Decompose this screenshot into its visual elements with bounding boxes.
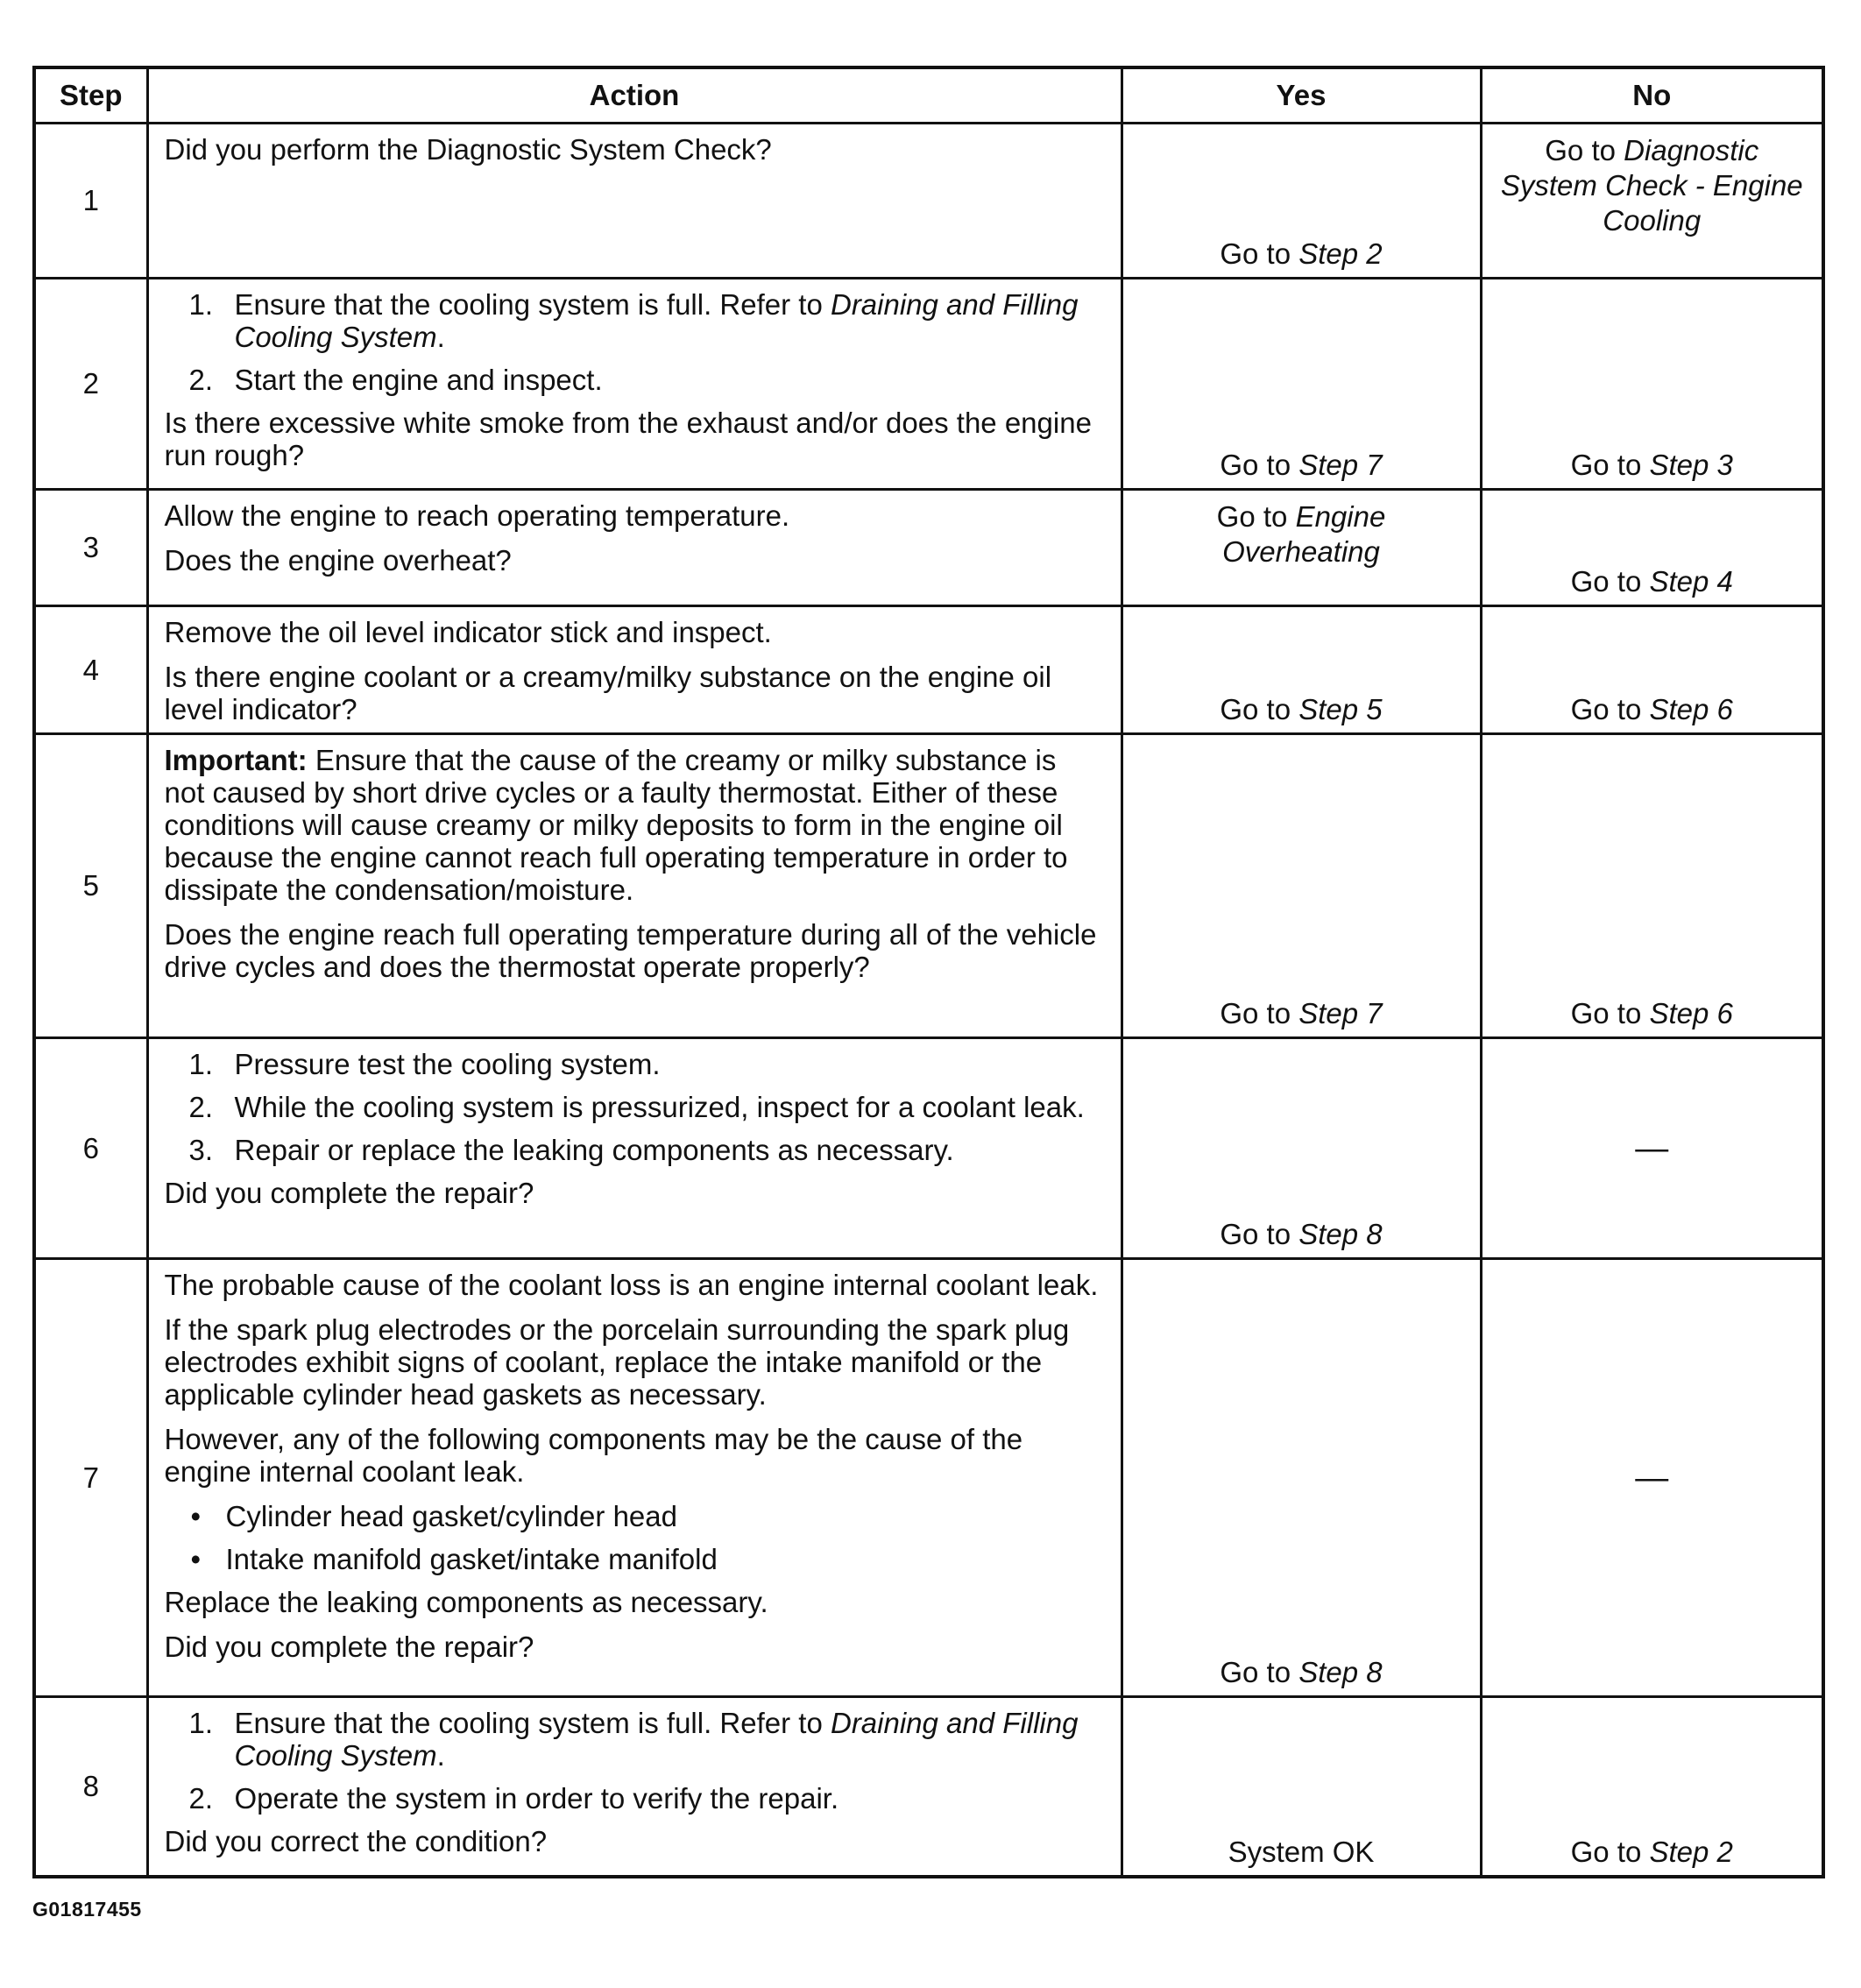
important-text: Ensure that the cause of the creamy or milky substance is not caused by short drive cycles or a faulty thermostat. Either of these conditions will cause creamy or milky deposits to form in the engine oil because the engine cannot reach full operating temperature in order to dissipate the condensation/moisture. bbox=[164, 744, 1068, 906]
no-cell bbox=[1481, 1259, 1823, 1697]
action-text: However, any of the following components may be the cause of the engine internal coolant leak. bbox=[164, 1423, 1023, 1488]
no-step-link[interactable]: Step 3 bbox=[1649, 449, 1733, 481]
action-cell bbox=[147, 490, 1122, 606]
table-row bbox=[34, 490, 1823, 606]
list-number: 2. bbox=[188, 1782, 214, 1815]
yes-prefix: Go to bbox=[1220, 449, 1299, 481]
yes-step-link[interactable]: Step 7 bbox=[1298, 449, 1383, 481]
bullet-text: Cylinder head gasket/cylinder head bbox=[225, 1500, 677, 1532]
yes-cell bbox=[1122, 1697, 1481, 1877]
action-question: Did you complete the repair? bbox=[164, 1177, 534, 1209]
yes-step-link[interactable]: Engine Overheating bbox=[1222, 500, 1386, 568]
table-row bbox=[34, 279, 1823, 490]
no-cell bbox=[1481, 124, 1823, 279]
bullet-icon: • bbox=[190, 1543, 202, 1575]
action-bullet-item bbox=[165, 1500, 1101, 1532]
no-cell bbox=[1481, 1038, 1823, 1259]
yes-result: System OK bbox=[1228, 1835, 1375, 1868]
important-note bbox=[165, 744, 1101, 906]
diagnostic-table bbox=[32, 66, 1825, 1878]
no-prefix: Go to bbox=[1570, 997, 1650, 1029]
yes-cell bbox=[1122, 490, 1481, 606]
step-number: 6 bbox=[34, 1038, 147, 1259]
action-cell bbox=[147, 1038, 1122, 1259]
list-number: 2. bbox=[188, 1091, 214, 1123]
action-list-item bbox=[165, 1134, 1101, 1166]
list-number: 1. bbox=[188, 288, 214, 321]
header-yes: Yes bbox=[1122, 67, 1481, 124]
list-text: Ensure that the cooling system is full. Refer to bbox=[234, 288, 831, 321]
yes-cell bbox=[1122, 124, 1481, 279]
action-cell bbox=[147, 1697, 1122, 1877]
action-question: Did you correct the condition? bbox=[164, 1825, 548, 1857]
yes-cell bbox=[1122, 1038, 1481, 1259]
yes-cell bbox=[1122, 734, 1481, 1038]
no-step-link[interactable]: Diagnostic System Check - Engine Cooling bbox=[1500, 134, 1803, 237]
action-text: The probable cause of the coolant loss is an engine internal coolant leak. bbox=[164, 1269, 1099, 1301]
step-number: 3 bbox=[34, 490, 147, 606]
list-text: Pressure test the cooling system. bbox=[234, 1048, 661, 1080]
header-no: No bbox=[1481, 67, 1823, 124]
bullet-text: Intake manifold gasket/intake manifold bbox=[225, 1543, 718, 1575]
header-action: Action bbox=[147, 67, 1122, 124]
step-number: 1 bbox=[34, 124, 147, 279]
step-number: 5 bbox=[34, 734, 147, 1038]
no-cell bbox=[1481, 490, 1823, 606]
no-step-link[interactable]: Step 4 bbox=[1649, 565, 1733, 598]
table-row bbox=[34, 606, 1823, 734]
bullet-icon: • bbox=[190, 1500, 202, 1532]
no-dash: — bbox=[1635, 1130, 1669, 1167]
figure-id: G01817455 bbox=[32, 1898, 142, 1921]
action-text: Replace the leaking components as necessary. bbox=[164, 1586, 768, 1618]
no-cell bbox=[1481, 279, 1823, 490]
list-text: While the cooling system is pressurized, inspect for a coolant leak. bbox=[234, 1091, 1085, 1123]
no-prefix: Go to bbox=[1570, 1835, 1650, 1868]
action-list-item bbox=[165, 1707, 1101, 1772]
no-step-link[interactable]: Step 6 bbox=[1649, 997, 1733, 1029]
action-question: Is there excessive white smoke from the exhaust and/or does the engine run rough? bbox=[164, 407, 1092, 471]
list-number: 3. bbox=[188, 1134, 214, 1166]
yes-step-link[interactable]: Step 8 bbox=[1298, 1218, 1383, 1250]
action-text: Remove the oil level indicator stick and inspect. bbox=[164, 616, 772, 648]
step-number: 2 bbox=[34, 279, 147, 490]
action-cell bbox=[147, 606, 1122, 734]
list-text: Ensure that the cooling system is full. Refer to bbox=[234, 1707, 831, 1739]
no-step-link[interactable]: Step 6 bbox=[1649, 693, 1733, 725]
action-cell bbox=[147, 1259, 1122, 1697]
list-number: 2. bbox=[188, 364, 214, 396]
action-bullet-item bbox=[165, 1543, 1101, 1575]
list-text: Start the engine and inspect. bbox=[234, 364, 603, 396]
action-list-item bbox=[165, 1091, 1101, 1123]
action-cell bbox=[147, 734, 1122, 1038]
action-cell bbox=[147, 279, 1122, 490]
step-number: 7 bbox=[34, 1259, 147, 1697]
yes-cell bbox=[1122, 606, 1481, 734]
list-text: Repair or replace the leaking components as necessary. bbox=[234, 1134, 954, 1166]
table-row bbox=[34, 1697, 1823, 1877]
yes-prefix: Go to bbox=[1220, 693, 1299, 725]
no-cell bbox=[1481, 734, 1823, 1038]
reference-link[interactable]: Draining and Filling Cooling System bbox=[234, 288, 1079, 353]
action-question: Does the engine overheat? bbox=[164, 544, 512, 577]
action-question: Did you perform the Diagnostic System Check? bbox=[164, 133, 772, 166]
action-question: Is there engine coolant or a creamy/milky substance on the engine oil level indicator? bbox=[164, 661, 1052, 725]
reference-link[interactable]: Draining and Filling Cooling System bbox=[234, 1707, 1079, 1772]
step-number: 4 bbox=[34, 606, 147, 734]
action-list-item bbox=[165, 1048, 1101, 1080]
list-number: 1. bbox=[188, 1048, 214, 1080]
list-text-end: . bbox=[436, 1739, 445, 1772]
action-list-item bbox=[165, 288, 1101, 353]
action-question: Did you complete the repair? bbox=[164, 1631, 534, 1663]
table-row bbox=[34, 734, 1823, 1038]
action-list-item bbox=[165, 364, 1101, 396]
no-cell bbox=[1481, 606, 1823, 734]
no-prefix: Go to bbox=[1570, 449, 1650, 481]
list-text-end: . bbox=[436, 321, 445, 353]
table-row bbox=[34, 1038, 1823, 1259]
list-text: Operate the system in order to verify the repair. bbox=[234, 1782, 839, 1815]
no-prefix: Go to bbox=[1570, 565, 1650, 598]
yes-prefix: Go to bbox=[1220, 1656, 1299, 1688]
no-dash: — bbox=[1635, 1460, 1669, 1496]
action-text: If the spark plug electrodes or the porcelain surrounding the spark plug electrodes exhibit signs of coolant, replace the intake manifold or the applicable cylinder head gaskets as necessary. bbox=[164, 1313, 1070, 1411]
header-step: Step bbox=[34, 67, 147, 124]
yes-cell bbox=[1122, 1259, 1481, 1697]
yes-prefix: Go to bbox=[1216, 500, 1296, 533]
no-prefix: Go to bbox=[1570, 693, 1650, 725]
important-label: Important: bbox=[164, 744, 308, 776]
list-number: 1. bbox=[188, 1707, 214, 1739]
step-number: 8 bbox=[34, 1697, 147, 1877]
yes-prefix: Go to bbox=[1220, 1218, 1299, 1250]
table-row bbox=[34, 1259, 1823, 1697]
yes-step-link[interactable]: Step 2 bbox=[1298, 237, 1383, 270]
header-row bbox=[34, 67, 1823, 124]
table-row bbox=[34, 124, 1823, 279]
action-cell bbox=[147, 124, 1122, 279]
yes-prefix: Go to bbox=[1220, 237, 1299, 270]
no-cell bbox=[1481, 1697, 1823, 1877]
action-list-item bbox=[165, 1782, 1101, 1815]
yes-step-link[interactable]: Step 5 bbox=[1298, 693, 1383, 725]
yes-step-link[interactable]: Step 8 bbox=[1298, 1656, 1383, 1688]
action-question: Does the engine reach full operating temperature during all of the vehicle drive cycles and does the thermostat operate properly? bbox=[164, 918, 1097, 983]
yes-step-link[interactable]: Step 7 bbox=[1298, 997, 1383, 1029]
action-text: Allow the engine to reach operating temperature. bbox=[164, 499, 790, 532]
yes-cell bbox=[1122, 279, 1481, 490]
no-step-link[interactable]: Step 2 bbox=[1649, 1835, 1733, 1868]
yes-prefix: Go to bbox=[1220, 997, 1299, 1029]
no-prefix: Go to bbox=[1545, 134, 1624, 166]
